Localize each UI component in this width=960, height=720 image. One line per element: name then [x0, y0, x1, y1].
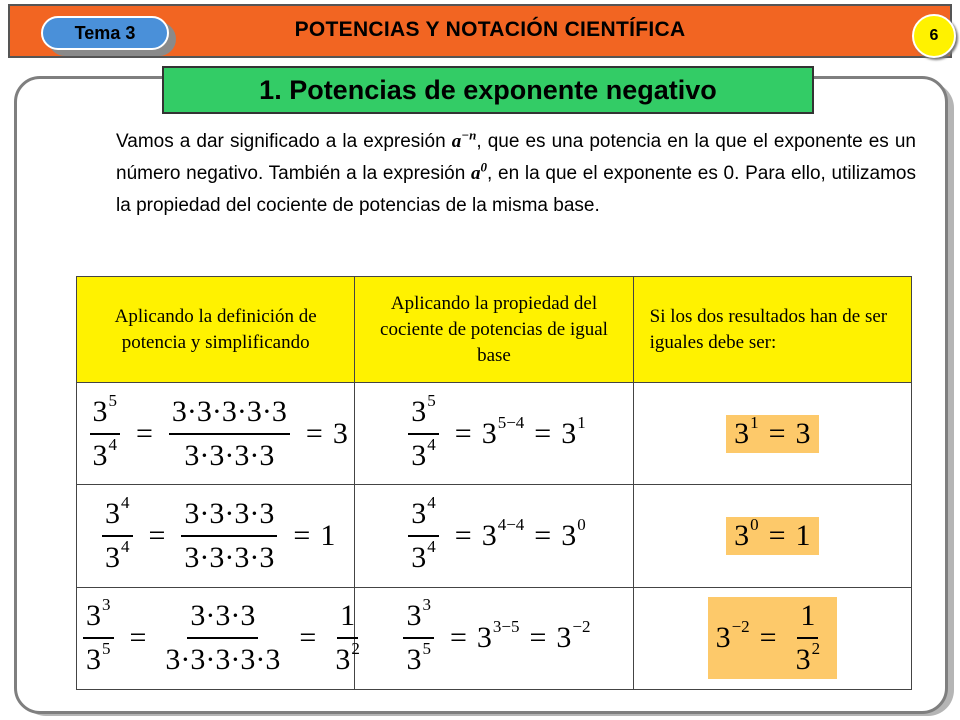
- table-row: [77, 485, 912, 587]
- cell-property: [355, 587, 633, 689]
- property-equation: $\frac{3^3}{3^5}$ = $3^{3-5}$ = $3^{-2}$: [397, 599, 590, 677]
- intro-text-2: , que es una potencia en la que el exponente es un número negativo. También a la expresión: [116, 131, 917, 184]
- property-equation: $\frac{3^5}{3^4}$ = $3^{5-4}$ = $3^1$: [402, 395, 585, 473]
- cell-property: [355, 383, 633, 485]
- header-title: POTENCIAS Y NOTACIÓN CIENTÍFICA: [294, 18, 686, 41]
- header-conclusion: Si los dos resultados han de ser iguales debe ser:: [633, 277, 911, 383]
- conclusion-result: $3^0$ = 1: [726, 517, 818, 555]
- intro-text-3: , en la que el exponente es 0. Para ello, utilizamos la propiedad del cociente de potencias de la misma base.: [116, 163, 916, 216]
- table-row: [77, 383, 912, 485]
- intro-text-1: Vamos a dar significado a la expresión: [116, 131, 452, 152]
- cell-conclusion: [633, 383, 911, 485]
- intro-paragraph: [116, 126, 916, 222]
- section-title: 1. Potencias de exponente negativo: [162, 66, 814, 114]
- header-property: Aplicando la propiedad del cociente de potencias de igual base: [355, 277, 633, 383]
- page-number-badge: 6: [912, 14, 956, 58]
- tema-badge[interactable]: Tema 3: [41, 16, 169, 50]
- powers-table: [76, 276, 912, 690]
- expression-a-zero: $a^0$: [471, 159, 488, 184]
- cell-definition: [77, 587, 360, 689]
- definition-equation: $\frac{3^4}{3^4}$ = $\frac{3\cdot 3\cdot 3\cdot 3}{3\cdot 3\cdot 3\cdot 3}$ = 1: [96, 497, 335, 575]
- header-definition: Aplicando la definición de potencia y simplificando: [77, 277, 355, 383]
- table-row: [77, 587, 912, 689]
- cell-property: [355, 485, 633, 587]
- cell-definition: [77, 485, 355, 587]
- cell-conclusion: [633, 587, 911, 689]
- cell-definition: [77, 383, 355, 485]
- conclusion-result: $3^1$ = 3: [726, 415, 818, 453]
- definition-equation: $\frac{3^5}{3^4}$ = $\frac{3\cdot 3\cdot 3\cdot 3\cdot 3}{3\cdot 3\cdot 3\cdot 3}$ = 3: [84, 395, 348, 473]
- definition-equation: $\frac{3^3}{3^5}$ = $\frac{3\cdot 3\cdot 3}{3\cdot 3\cdot 3\cdot 3\cdot 3}$ = $\frac{1}{3^2}$: [77, 599, 369, 677]
- cell-conclusion: [633, 485, 911, 587]
- conclusion-result: $3^{-2}$ = $\frac{1}{3^2}$: [708, 597, 838, 679]
- expression-a-neg-n: $a^{-n}$: [451, 127, 477, 152]
- property-equation: $\frac{3^4}{3^4}$ = $3^{4-4}$ = $3^0$: [402, 497, 585, 575]
- table-header-row: [77, 277, 912, 383]
- header-bar: [8, 4, 952, 58]
